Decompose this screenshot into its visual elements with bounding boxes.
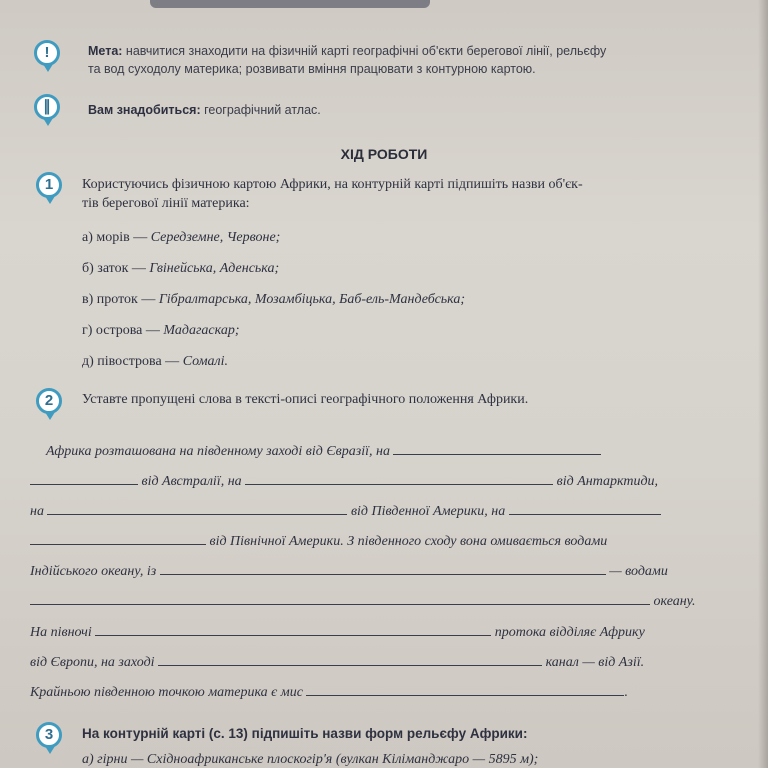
goal-text-1: навчитися знаходити на фізичній карті географічні об'єкти берегової лінії, рельєфу — [125, 44, 607, 58]
blank-line[interactable] — [30, 592, 650, 605]
fill-line-6 — [30, 592, 696, 610]
blank-line[interactable] — [30, 532, 206, 545]
goal-line-1 — [88, 44, 606, 58]
task1-item — [82, 292, 465, 308]
fill-text: від Південної Америки, на — [350, 504, 506, 519]
need-line — [88, 103, 321, 117]
tools-icon: ∥ — [34, 94, 60, 120]
fill-line-7 — [30, 623, 645, 641]
task3-partial — [82, 752, 538, 768]
task1-item-answer: Сомалі. — [182, 354, 229, 369]
task1-item-prefix: в) проток — — [82, 292, 159, 307]
task1-item-prefix: б) заток — — [82, 261, 150, 276]
fill-text: Індійського океану, із — [30, 564, 157, 579]
task1-item — [82, 354, 228, 370]
fill-text: Африка розташована на південному заході від Євразії, на — [46, 444, 390, 459]
fill-line-2 — [30, 472, 658, 490]
task-number-2-icon: 2 — [36, 388, 62, 414]
task3-text: На контурній карті (с. 13) підпишіть назви форм рельєфу Африки: — [82, 726, 528, 741]
fill-line-8 — [30, 653, 644, 671]
fill-text: на — [30, 504, 44, 519]
task3-partial-text: а) гірни — Східноафриканське плоскогір'я (вулкан Кіліманджаро — 5895 м); — [82, 752, 539, 767]
blank-line[interactable] — [393, 442, 601, 455]
fill-text: канал — від Азії. — [545, 655, 645, 670]
blank-line[interactable] — [306, 683, 624, 696]
fill-line-3 — [30, 502, 661, 520]
task-number-1-icon: 1 — [36, 172, 62, 198]
fill-text: На півночі — [30, 625, 92, 640]
fill-text: . — [624, 685, 628, 700]
task2-text: Уставте пропущені слова в тексті-описі географічного положення Африки. — [82, 392, 529, 407]
top-header-band — [150, 0, 430, 8]
fill-line-1 — [46, 442, 601, 460]
task1-item-prefix: д) півострова — — [82, 354, 183, 369]
goal-line-2 — [88, 62, 536, 76]
blank-line[interactable] — [158, 653, 542, 666]
task1-text-2: тів берегової лінії материка: — [82, 196, 250, 211]
task1-item-answer: Гвінейська, Аденська; — [149, 261, 280, 276]
fill-line-9 — [30, 683, 628, 701]
task1-text-1: Користуючись фізичною картою Африки, на контурній карті підпишіть назви об'єк- — [82, 177, 583, 192]
task1-item-answer: Мадагаскар; — [163, 323, 240, 338]
task-number-3-icon: 3 — [36, 722, 62, 748]
task1-item-answer: Гібралтарська, Мозамбіцька, Баб-ель-Мандебська; — [158, 292, 466, 307]
fill-text: Крайньою південною точкою материка є мис — [30, 685, 303, 700]
fill-line-5 — [30, 562, 668, 580]
fill-line-4 — [30, 532, 607, 550]
blank-line[interactable] — [47, 502, 347, 515]
need-text: географічний атлас. — [204, 103, 321, 117]
fill-text: океану. — [653, 594, 696, 609]
need-label: Вам знадобиться: — [88, 103, 201, 117]
blank-line[interactable] — [30, 472, 138, 485]
fill-text: від Антарктиди, — [556, 474, 659, 489]
task1-item — [82, 230, 280, 246]
blank-line[interactable] — [509, 502, 661, 515]
blank-line[interactable] — [160, 562, 606, 575]
fill-text: від Австралії, на — [141, 474, 242, 489]
fill-text: протока відділяє Африку — [494, 625, 645, 640]
goal-text-2: та вод суходолу материка; розвивати вміння працювати з контурною картою. — [88, 62, 536, 76]
goal-label: Мета: — [88, 44, 123, 58]
task1-item — [82, 261, 279, 277]
task1-item-prefix: а) морів — — [82, 230, 151, 245]
task1-item — [82, 323, 240, 339]
page-edge-shadow — [758, 0, 768, 768]
exclamation-icon: ! — [34, 40, 60, 66]
fill-text: від Європи, на заході — [30, 655, 155, 670]
blank-line[interactable] — [95, 623, 491, 636]
blank-line[interactable] — [245, 472, 553, 485]
fill-text: — водами — [609, 564, 668, 579]
section-heading: ХІД РОБОТИ — [340, 146, 428, 162]
task1-item-prefix: г) острова — — [82, 323, 164, 338]
fill-text: від Північної Америки. З південного сходу вона омивається водами — [209, 534, 608, 549]
task1-item-answer: Середземне, Червоне; — [150, 230, 281, 245]
